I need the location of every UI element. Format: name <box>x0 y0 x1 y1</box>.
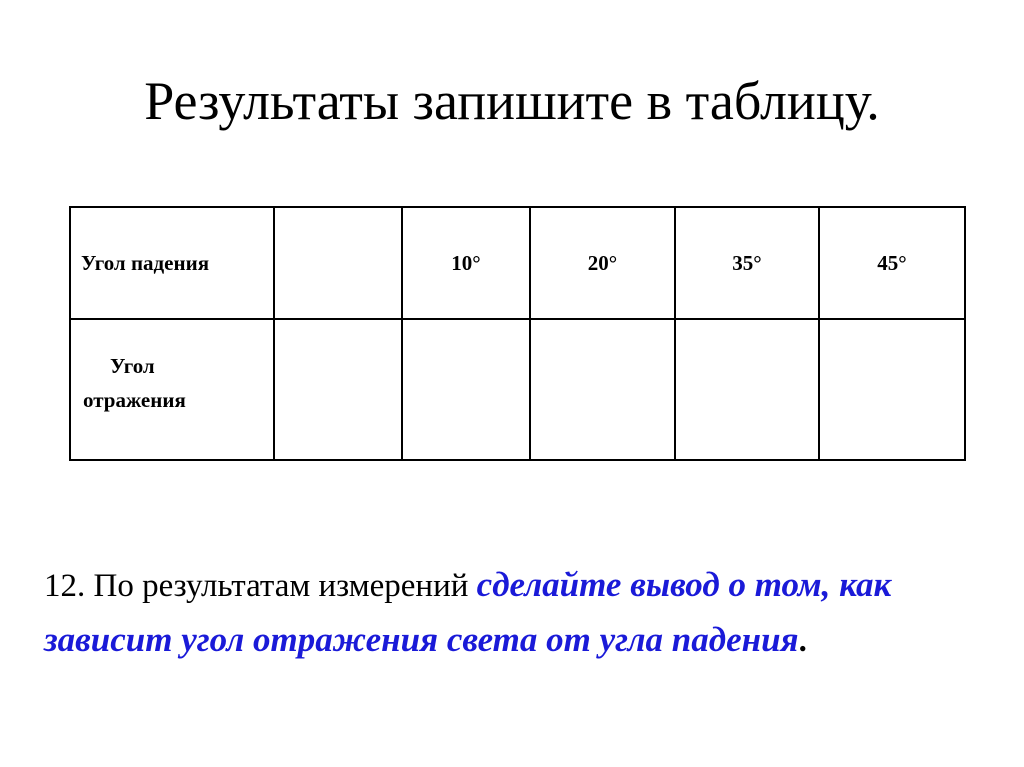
reflection-angle-label-line1: Угол <box>110 353 155 378</box>
table-cell-45: 45° <box>819 207 965 319</box>
table-cell-10: 10° <box>402 207 530 319</box>
conclusion-plain-text: По результатам измерений <box>93 568 469 604</box>
table-cell-35: 35° <box>675 207 819 319</box>
conclusion-paragraph <box>44 558 984 668</box>
table-cell-20: 20° <box>530 207 675 319</box>
slide-title: Результаты запишите в таблицу. <box>144 71 880 131</box>
reflection-angle-label-line2: отражения <box>83 387 186 412</box>
incidence-angle-label: Угол падения <box>70 207 274 319</box>
item-number: 12. <box>44 568 86 604</box>
table-cell-empty <box>819 319 965 460</box>
table-row-incidence-angle <box>70 207 965 319</box>
table-cell <box>274 207 402 319</box>
conclusion-highlight-text: сделайте вывод о том, как зависит угол отражения света от угла падения <box>44 565 892 659</box>
table-cell-empty <box>274 319 402 460</box>
table-cell-empty <box>530 319 675 460</box>
conclusion-end: . <box>798 623 807 659</box>
table-cell-empty <box>402 319 530 460</box>
reflection-angle-label <box>70 319 274 460</box>
results-table <box>69 206 966 461</box>
table-row-reflection-angle <box>70 319 965 460</box>
table-cell-empty <box>675 319 819 460</box>
